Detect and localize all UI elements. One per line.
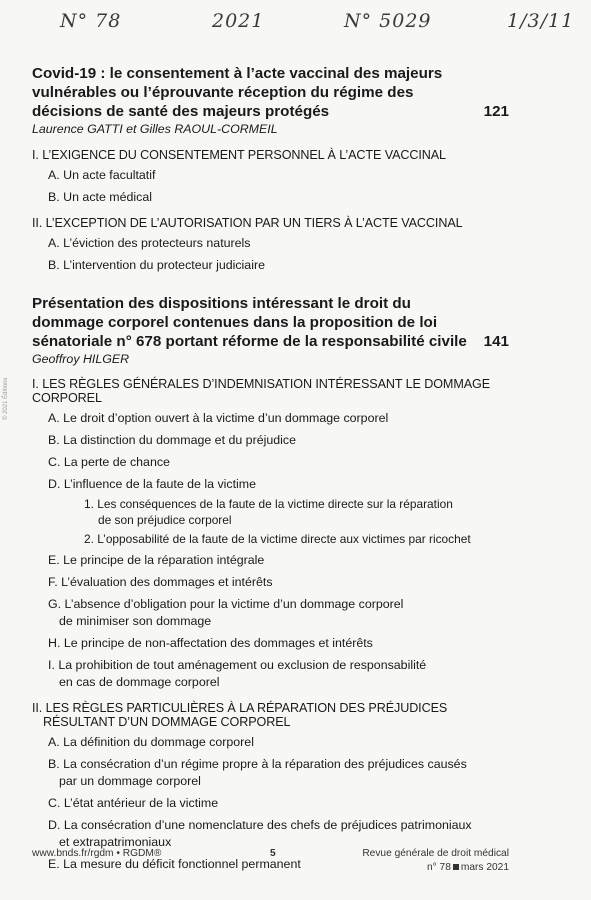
outline-item: B. L’intervention du protecteur judiciaire xyxy=(48,258,265,272)
footer-issue-date: mars 2021 xyxy=(460,862,509,873)
item-line: D. La consécration d’une nomenclature des chefs de préjudices patrimoniaux xyxy=(48,818,472,832)
item-line-continued: par un dommage corporel xyxy=(59,774,201,788)
article-title-text: Covid-19 : le consentement à l’acte vaccinal des majeurs vulnérables ou l’éprouvante réception du régime des décisions de santé des majeurs protégés xyxy=(32,65,443,120)
handwritten-date: 1/3/11 xyxy=(507,10,575,32)
section-heading: II. L’EXCEPTION DE L’AUTORISATION PAR UN TIERS À L’ACTE VACCINAL xyxy=(32,216,463,230)
article-dommage-corporel xyxy=(32,294,509,873)
footer-page-number: 5 xyxy=(270,848,276,859)
article-authors: Geoffroy HILGER xyxy=(32,352,130,366)
outline-item: D. L’influence de la faute de la victime xyxy=(48,477,257,491)
subitem-line: 1. Les conséquences de la faute de la victime directe sur la réparation xyxy=(84,497,453,511)
section-heading: I. LES RÈGLES GÉNÉRALES D’INDEMNISATION INTÉRESSANT LE DOMMAGE CORPOREL xyxy=(32,377,491,405)
article-title[interactable] xyxy=(32,294,509,351)
outline-item xyxy=(48,596,509,630)
section-heading xyxy=(32,701,509,729)
outline-item: A. Le droit d’option ouvert à la victime d’un dommage corporel xyxy=(48,411,389,425)
article-page-number: 121 xyxy=(483,103,509,120)
outline-subitem xyxy=(84,496,509,528)
outline-item: A. L’éviction des protecteurs naturels xyxy=(48,236,251,250)
item-line-continued: de minimiser son dommage xyxy=(59,614,212,628)
subitem-line: 2. L’opposabilité de la faute de la victime directe aux victimes par ricochet xyxy=(84,532,471,546)
outline-item: A. Un acte facultatif xyxy=(48,168,156,182)
article-covid-consent xyxy=(32,64,509,274)
item-line-continued: en cas de dommage corporel xyxy=(59,675,220,689)
item-line-continued: et extrapatrimoniaux xyxy=(59,835,172,849)
outline-item: H. Le principe de non-affectation des dommages et intérêts xyxy=(48,636,373,650)
handwritten-year: 2021 xyxy=(212,10,265,32)
article-title-text: Présentation des dispositions intéressant le droit du dommage corporel contenues dans la proposition de loi sénatoriale n° 678 portant réforme de la responsabilité civile xyxy=(32,295,467,350)
footer-issue xyxy=(427,862,509,873)
footer-website: www.bnds.fr/rgdm • RGDM® xyxy=(32,848,162,859)
item-line: I. La prohibition de tout aménagement ou exclusion de responsabilité xyxy=(48,658,427,672)
item-line: G. L’absence d’obligation pour la victime d’un dommage corporel xyxy=(48,597,404,611)
handwritten-reference: N° 5029 xyxy=(344,10,432,32)
footer-issue-number: n° 78 xyxy=(426,862,451,873)
outline-item xyxy=(48,756,509,790)
outline-subitem xyxy=(84,531,509,547)
outline-item: B. Un acte médical xyxy=(48,190,152,204)
outline-item: C. La perte de chance xyxy=(48,455,170,469)
subitem-line-continued: de son préjudice corporel xyxy=(98,513,232,527)
article-page-number: 141 xyxy=(483,333,509,350)
heading-line-continued: RÉSULTANT D’UN DOMMAGE CORPOREL xyxy=(43,715,291,729)
footer-journal-name: Revue générale de droit médical xyxy=(362,848,509,859)
outline-item: A. La définition du dommage corporel xyxy=(48,735,254,749)
outline-item: F. L’évaluation des dommages et intérêts xyxy=(48,575,273,589)
outline-item: E. La mesure du déficit fonctionnel permanent xyxy=(48,857,301,871)
article-authors: Laurence GATTI et Gilles RAOUL-CORMEIL xyxy=(32,122,278,136)
outline-item xyxy=(48,817,509,851)
square-bullet-icon xyxy=(453,864,459,870)
table-of-contents xyxy=(32,64,509,873)
outline-item: E. Le principe de la réparation intégrale xyxy=(48,553,265,567)
section-heading: I. L’EXIGENCE DU CONSENTEMENT PERSONNEL À L’ACTE VACCINAL xyxy=(32,148,446,162)
outline-item: C. L’état antérieur de la victime xyxy=(48,796,219,810)
item-line: B. La consécration d’un régime propre à la réparation des préjudices causés xyxy=(48,757,467,771)
handwritten-issue-number: N° 78 xyxy=(60,10,122,32)
outline-item xyxy=(48,657,509,691)
side-copyright-note: © 2021 Éditions xyxy=(3,377,9,420)
outline-item: B. La distinction du dommage et du préjudice xyxy=(48,433,296,447)
heading-line: II. LES RÈGLES PARTICULIÈRES À LA RÉPARATION DES PRÉJUDICES xyxy=(32,701,448,715)
article-title[interactable] xyxy=(32,64,509,121)
